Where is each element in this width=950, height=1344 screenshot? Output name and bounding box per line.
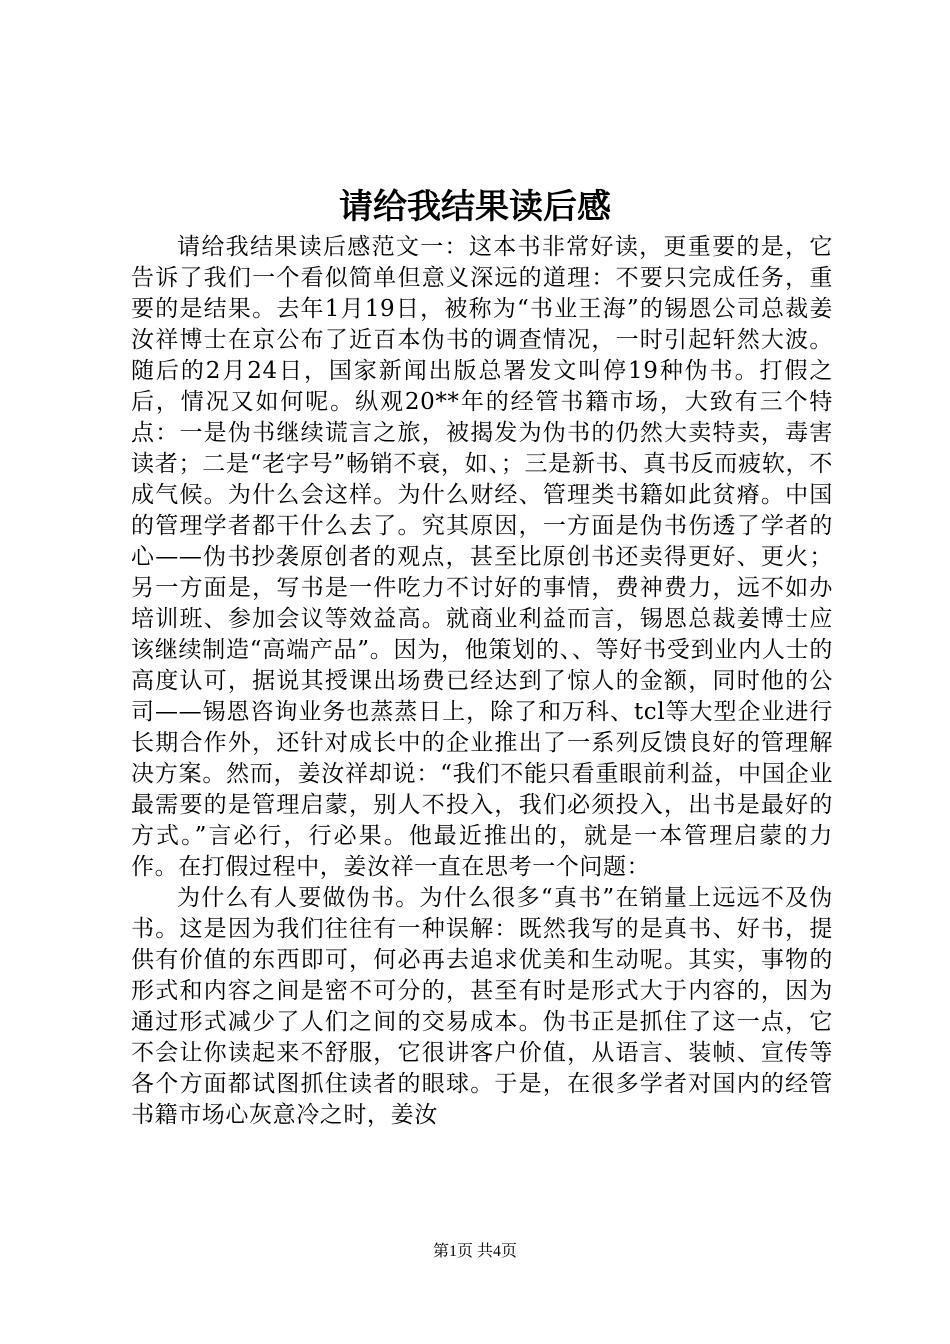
paragraph-2: 为什么有人要做伪书。为什么很多“真书”在销量上远远不及伪书。这是因为我们往往有一种误解：既然我写的是真书、好书，提供有价值的东西即可，何必再去追求优美和生动呢。其实，事物的形式和内容之间是密不可分的，甚至有时是形式大于内容的，因为通过形式减少了人们之间的交易成本。伪书正是抓住了这一点，它不会让你读起来不舒服，它很讲客户价值，从语言、装帧、宣传等各个方面都试图抓住读者的眼球。于是，在很多学者对国内的经管书籍市场心灰意冷之时，姜汝 (131, 885, 833, 1128)
page-number: 第1页 共4页 (432, 1243, 517, 1260)
document-title: 请给我结果读后感 (339, 187, 611, 227)
paragraph-1: 请给我结果读后感范文一：这本书非常好读，更重要的是，它告诉了我们一个看似简单但意义深远的道理：不要只完成任务，重要的是结果。去年1月19日，被称为“书业王海”的锡恩公司总裁姜汝祥博士在京公布了近百本伪书的调查情况，一时引起轩然大波。随后的2月24日，国家新闻出版总署发文叫停19种伪书。打假之后，情况又如何呢。纵观20**年的经管书籍市场，大致有三个特点：一是伪书继续谎言之旅，被揭发为伪书的仍然大卖特卖，毒害读者；二是“老字号”畅销不衰，如、；三是新书、真书反而疲软，不成气候。为什么会这样。为什么财经、管理类书籍如此贫瘠。中国的管理学者都干什么去了。究其原因，一方面是伪书伤透了学者的心——伪书抄袭原创者的观点，甚至比原创书还卖得更好、更火；另一方面是，写书是一件吃力不讨好的事情，费神费力，远不如办培训班、参加会议等效益高。就商业利益而言，锡恩总裁姜博士应该继续制造“高端产品”。因为，他策划的、、等好书受到业内人士的高度认可，据说其授课出场费已经达到了惊人的金额，同时他的公司——锡恩咨询业务也蒸蒸日上，除了和万科、tcl等大型企业进行长期合作外，还针对成长中的企业推出了一系列反馈良好的管理解决方案。然而，姜汝祥却说：“我们不能只看重眼前利益，中国企业最需要的是管理启蒙，别人不投入，我们必须投入，出书是最好的方式。”言必行，行必果。他最近推出的，就是一本管理启蒙的力作。在打假过程中，姜汝祥一直在思考一个问题： (131, 234, 833, 880)
document-body (131, 232, 833, 1131)
